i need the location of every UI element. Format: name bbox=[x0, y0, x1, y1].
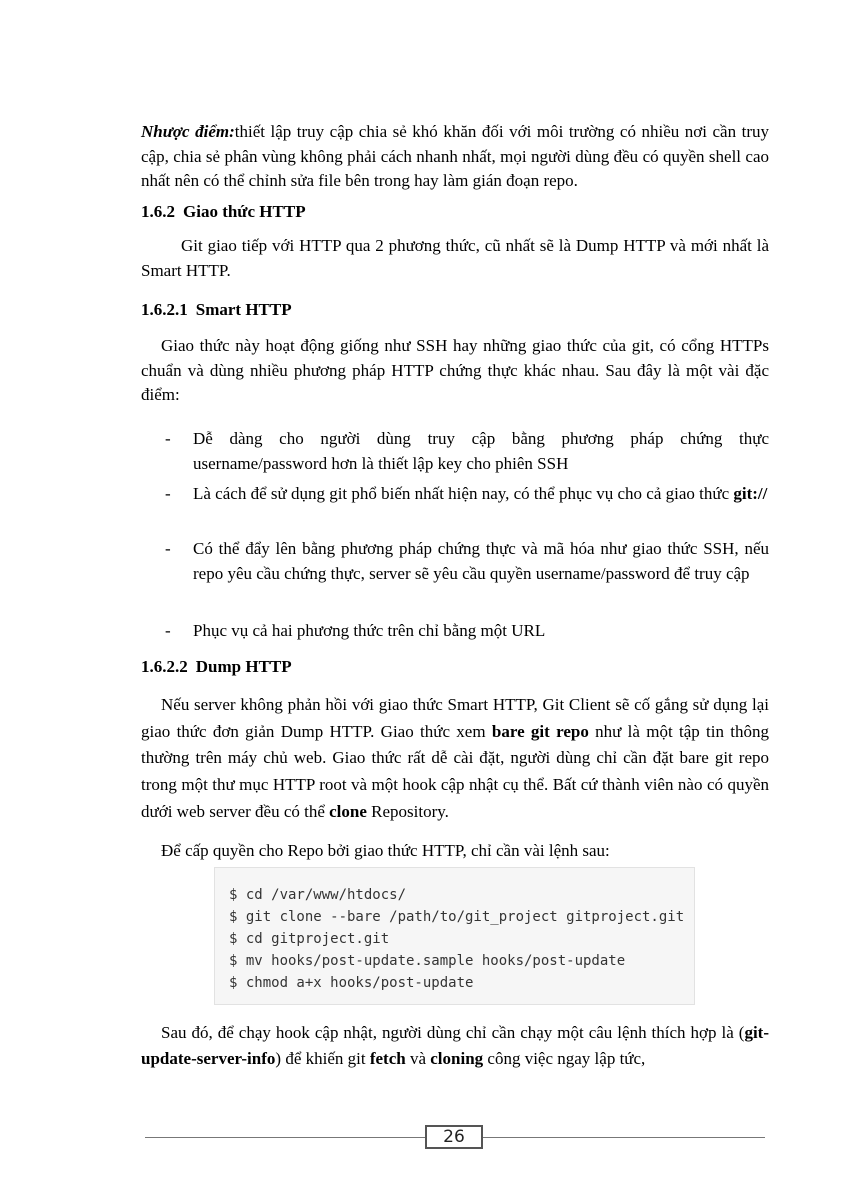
paragraph-text: như là một tập tin thông thường trên máy chủ web. Giao thức rất dễ cài đặt, người dùng chỉ cần đặt bare git repo trong một thư mục HTTP root và một hook cập nhật cụ thể. Bất cứ thành viên nào có quyền dưới web server đều có thể bbox=[141, 721, 770, 821]
http-intro-paragraph: Git giao tiếp với HTTP qua 2 phương thức, cũ nhất sẽ là Dump HTTP và mới nhất là Smart HTTP. bbox=[141, 236, 769, 280]
bullet-item bbox=[165, 482, 769, 507]
bullet-item bbox=[165, 537, 769, 586]
footer-rule-left bbox=[145, 1137, 425, 1138]
paragraph-text: Sau đó, để chạy hook cập nhật, người dùng chỉ cần chạy một câu lệnh thích hợp là ( bbox=[161, 1023, 745, 1042]
code-line: $ cd /var/www/htdocs/ bbox=[229, 887, 407, 903]
section-number: 1.6.2 bbox=[141, 202, 175, 221]
section-title: Smart HTTP bbox=[195, 300, 292, 319]
bold-term: clone bbox=[329, 801, 367, 821]
section-title: Dump HTTP bbox=[195, 657, 292, 676]
bullet-item bbox=[165, 427, 769, 476]
code-block bbox=[214, 867, 695, 1005]
paragraph-text: ) để khiến git bbox=[275, 1049, 370, 1068]
section-heading-1-6-2-2 bbox=[141, 656, 292, 678]
bullet-dash: - bbox=[165, 621, 171, 640]
bold-term: git-update-server-info bbox=[141, 1023, 769, 1068]
section-title: Giao thức HTTP bbox=[183, 202, 306, 221]
bullet-text: Có thể đẩy lên bằng phương pháp chứng thực và mã hóa như giao thức SSH, nếu repo yêu cầu chứng thực, server sẽ yêu cầu quyền username/password để truy cập bbox=[193, 539, 769, 583]
footer-rule-right bbox=[483, 1137, 765, 1138]
bold-term: fetch bbox=[369, 1049, 406, 1068]
bold-term: bare git repo bbox=[491, 721, 589, 741]
bullet-text: Là cách để sử dụng git phổ biến nhất hiện nay, có thể phục vụ cho cả giao thức bbox=[193, 484, 734, 503]
section-number: 1.6.2.1 bbox=[141, 300, 188, 319]
bullet-dash: - bbox=[165, 484, 171, 503]
section-heading-1-6-2 bbox=[141, 201, 306, 223]
paragraph-text: công việc ngay lập tức, bbox=[483, 1049, 646, 1068]
drawback-paragraph bbox=[141, 120, 769, 194]
paragraph-text: Repository. bbox=[366, 801, 449, 821]
paragraph-text: Nếu server không phản hồi với giao thức Smart HTTP, Git Client sẽ cố gắng sử dụng lại giao thức đơn giản Dump HTTP. Giao thức xem bbox=[141, 695, 769, 741]
code-line: $ git clone --bare /path/to/git_project gitproject.git bbox=[229, 909, 685, 925]
smart-http-intro-paragraph: Giao thức này hoạt động giống như SSH hay những giao thức của git, có cổng HTTPs chuẩn và dùng nhiều phương pháp HTTP chứng thực khác nhau. Sau đây là một vài đặc điểm: bbox=[141, 336, 769, 404]
bullet-bold-text: git:// bbox=[733, 484, 768, 503]
drawback-text: thiết lập truy cập chia sẻ khó khăn đối với môi trường có nhiều nơi cần truy cập, chia sẻ phân vùng không phải cách nhanh nhất, mọi người dùng đều có quyền shell cao nhất nên có thể chỉnh sửa file bên trong hay làm gián đoạn repo. bbox=[141, 122, 769, 190]
bullet-dash: - bbox=[165, 539, 171, 558]
section-heading-1-6-2-1 bbox=[141, 299, 292, 321]
section-number: 1.6.2.2 bbox=[141, 657, 188, 676]
dump-http-paragraph bbox=[141, 692, 769, 826]
code-line: $ chmod a+x hooks/post-update bbox=[229, 975, 474, 991]
drawback-label: Nhược điểm: bbox=[141, 122, 235, 141]
code-line: $ mv hooks/post-update.sample hooks/post-update bbox=[229, 953, 626, 969]
bullet-text: Dễ dàng cho người dùng truy cập bằng phương pháp chứng thực username/password hơn là thiết lập key cho phiên SSH bbox=[193, 429, 769, 473]
code-line: $ cd gitproject.git bbox=[229, 931, 390, 947]
page-number: 26 bbox=[425, 1125, 483, 1149]
bold-term: cloning bbox=[430, 1049, 484, 1068]
permission-intro-paragraph: Để cấp quyền cho Repo bởi giao thức HTTP, chỉ cần vài lệnh sau: bbox=[161, 841, 610, 860]
bullet-dash: - bbox=[165, 429, 171, 448]
bullet-item bbox=[165, 619, 769, 644]
bullet-text: Phục vụ cả hai phương thức trên chỉ bằng một URL bbox=[193, 621, 546, 640]
hook-paragraph bbox=[141, 1020, 769, 1072]
paragraph-text: và bbox=[405, 1049, 431, 1068]
